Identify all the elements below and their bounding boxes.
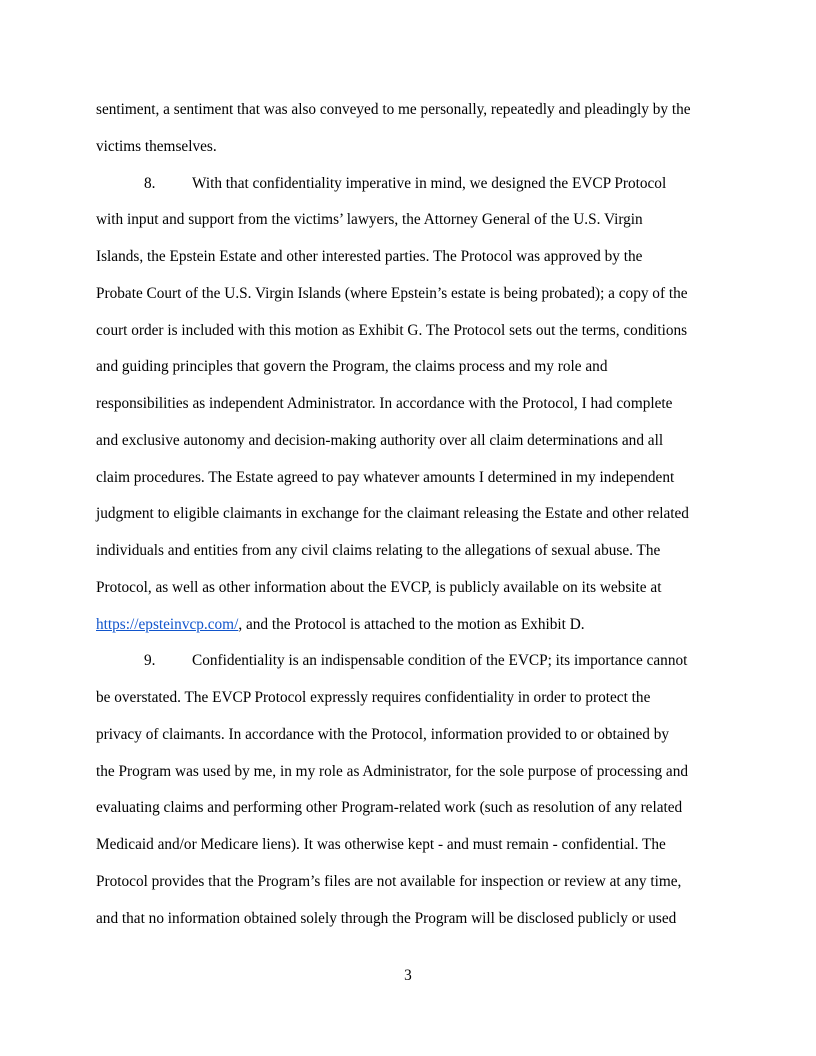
text-line: Medicaid and/or Medicare liens). It was otherwise kept - and must remain - confidential. The xyxy=(96,836,666,853)
text-line: with input and support from the victims’ lawyers, the Attorney General of the U.S. Virgin xyxy=(96,211,643,229)
page-number: 3 xyxy=(404,967,412,984)
text-line: Protocol provides that the Program’s files are not available for inspection or review at any time, xyxy=(96,872,682,890)
text-line: be overstated. The EVCP Protocol expressly requires confidentiality in order to protect the xyxy=(96,689,651,706)
text-line: and exclusive autonomy and decision-making authority over all claim determinations and all xyxy=(96,431,664,449)
text-line: and that no information obtained solely through the Program will be disclosed publicly or used xyxy=(96,909,677,927)
paragraph-number: 9. xyxy=(144,652,156,670)
paragraph-number: 8. xyxy=(144,174,156,192)
paragraph-8-first-line xyxy=(96,166,720,203)
text-line: Confidentiality is an indispensable condition of the EVCP; its importance cannot xyxy=(192,652,688,670)
text-line: Probate Court of the U.S. Virgin Islands (where Epstein’s estate is being probated); a copy of the xyxy=(96,284,688,302)
text-line: individuals and entities from any civil claims relating to the allegations of sexual abuse. The xyxy=(96,542,661,559)
document-body xyxy=(96,92,720,937)
text-line: the Program was used by me, in my role as Administrator, for the sole purpose of processing and xyxy=(96,762,689,780)
link-line xyxy=(96,607,720,644)
text-line: victims themselves. xyxy=(96,137,217,155)
text-line: With that confidentiality imperative in mind, we designed the EVCP Protocol xyxy=(192,174,667,192)
text-line: and guiding principles that govern the Program, the claims process and my role and xyxy=(96,358,608,376)
text-line: privacy of claimants. In accordance with the Protocol, information provided to or obtained by xyxy=(96,725,670,743)
text-line: responsibilities as independent Administrator. In accordance with the Protocol, I had complete xyxy=(96,395,673,412)
text-line: judgment to eligible claimants in exchange for the claimant releasing the Estate and other related xyxy=(96,505,689,523)
text-line: Protocol, as well as other information about the EVCP, is publicly available on its website at xyxy=(96,578,662,596)
text-line: evaluating claims and performing other Program-related work (such as resolution of any related xyxy=(96,799,683,817)
text-line: , and the Protocol is attached to the motion as Exhibit D. xyxy=(238,615,585,633)
text-line: Islands, the Epstein Estate and other interested parties. The Protocol was approved by the xyxy=(96,248,643,265)
text-line: court order is included with this motion as Exhibit G. The Protocol sets out the terms, conditions xyxy=(96,321,688,339)
text-line: sentiment, a sentiment that was also conveyed to me personally, repeatedly and pleadingly by the xyxy=(96,101,691,118)
paragraph-9-first-line xyxy=(96,643,720,680)
evcp-website-link[interactable]: https://epsteinvcp.com/ xyxy=(96,615,239,633)
text-line: claim procedures. The Estate agreed to pay whatever amounts I determined in my independent xyxy=(96,468,675,486)
